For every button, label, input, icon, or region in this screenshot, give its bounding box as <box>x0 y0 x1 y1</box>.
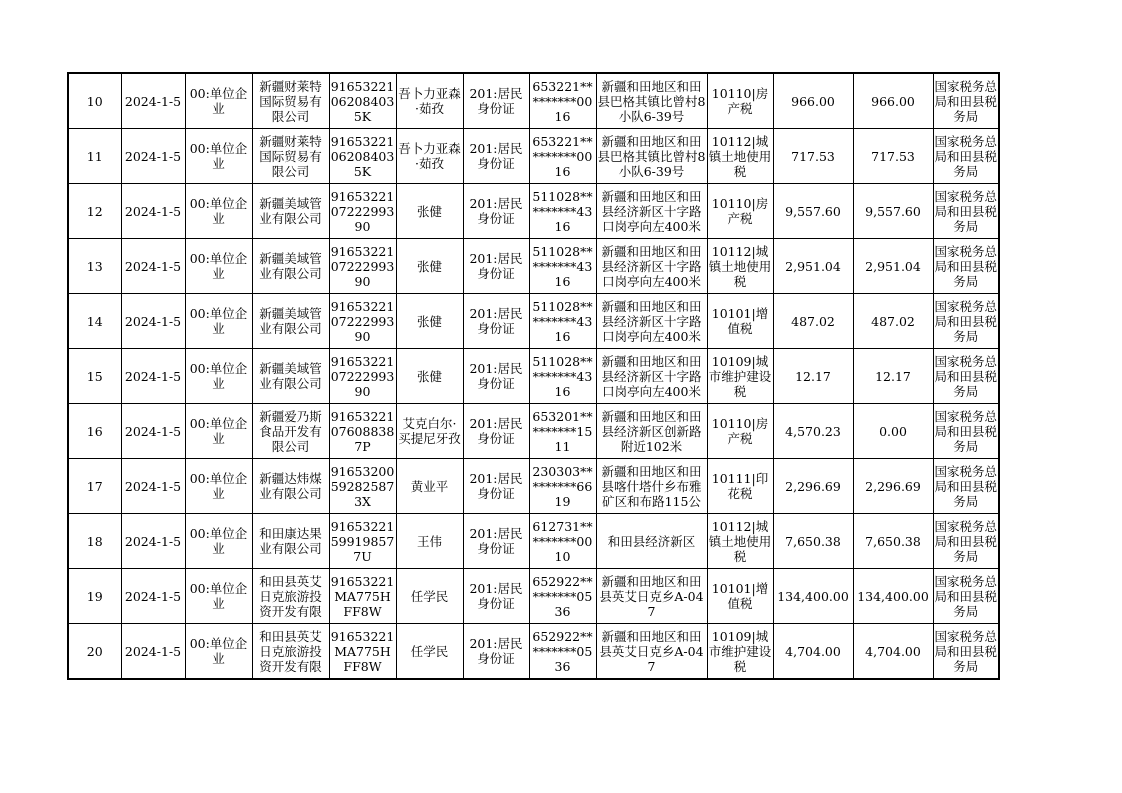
tax-due-amount-cell-text: 4,704.00 <box>785 643 841 659</box>
date-cell <box>121 404 185 459</box>
tax-authority-cell <box>933 294 999 349</box>
company-name-cell-text: 新疆美域管业有限公司 <box>259 361 322 391</box>
legal-representative-cell-text: 张健 <box>416 368 442 384</box>
tax-authority-cell-text: 国家税务总局和田县税务局 <box>934 518 997 564</box>
row-number-cell <box>68 349 121 404</box>
tax-due-amount-cell-text: 9,557.60 <box>785 203 841 219</box>
id-type-cell-text: 201:居民身份证 <box>469 416 523 446</box>
tax-authority-cell-text: 国家税务总局和田县税务局 <box>934 573 997 619</box>
row-number-cell <box>68 294 121 349</box>
credit-code-cell <box>329 184 396 239</box>
tax-authority-cell-text: 国家税务总局和田县税务局 <box>934 188 997 234</box>
date-cell-text: 2024-1-5 <box>124 478 182 494</box>
tax-due-amount-cell-text: 12.17 <box>795 368 831 384</box>
tax-item-cell-text: 10111|印花税 <box>711 471 769 501</box>
company-name-cell-text: 和田县英艾日克旅游投资开发有限 <box>259 628 322 674</box>
credit-code-cell <box>329 514 396 569</box>
address-cell <box>596 349 707 404</box>
address-cell <box>596 459 707 514</box>
tax-authority-cell-text: 国家税务总局和田县税务局 <box>934 628 997 674</box>
tax-records-table <box>67 72 1000 680</box>
taxpayer-type-cell <box>185 129 252 184</box>
company-name-cell-text: 新疆美域管业有限公司 <box>259 306 322 336</box>
credit-code-cell <box>329 459 396 514</box>
tax-authority-cell <box>933 404 999 459</box>
row-number-cell-text: 18 <box>86 533 103 549</box>
tax-item-cell <box>707 73 773 129</box>
credit-code-cell-text: 91653221062084035K <box>330 133 395 179</box>
id-number-cell <box>529 569 596 624</box>
date-cell <box>121 129 185 184</box>
id-type-cell-text: 201:居民身份证 <box>469 581 523 611</box>
taxpayer-type-cell <box>185 239 252 294</box>
taxpayer-type-cell-text: 00:单位企业 <box>189 471 248 501</box>
id-type-cell <box>463 624 529 680</box>
company-name-cell <box>252 514 329 569</box>
tax-owed-amount-cell-text: 4,704.00 <box>865 643 921 659</box>
legal-representative-cell <box>396 624 463 680</box>
date-cell-text: 2024-1-5 <box>124 203 182 219</box>
company-name-cell <box>252 404 329 459</box>
id-type-cell <box>463 459 529 514</box>
date-cell <box>121 349 185 404</box>
tax-authority-cell <box>933 569 999 624</box>
tax-item-cell-text: 10101|增值税 <box>711 581 769 611</box>
company-name-cell-text: 新疆达炜煤业有限公司 <box>259 471 322 501</box>
address-cell-text: 新疆和田地区和田县英艾日克乡A-047 <box>599 573 704 619</box>
company-name-cell <box>252 459 329 514</box>
row-number-cell <box>68 129 121 184</box>
id-type-cell-text: 201:居民身份证 <box>469 251 523 281</box>
date-cell-text: 2024-1-5 <box>124 588 182 604</box>
id-number-cell-text: 612731*********0010 <box>532 518 593 564</box>
id-number-cell-text: 653201*********1511 <box>532 408 593 454</box>
id-type-cell <box>463 514 529 569</box>
id-type-cell <box>463 239 529 294</box>
legal-representative-cell-text: 吾卜力亚森·茹孜 <box>398 141 461 171</box>
legal-representative-cell <box>396 569 463 624</box>
date-cell <box>121 624 185 680</box>
taxpayer-type-cell <box>185 514 252 569</box>
id-type-cell-text: 201:居民身份证 <box>469 86 523 116</box>
address-cell-text: 和田县经济新区 <box>607 533 696 549</box>
company-name-cell <box>252 129 329 184</box>
tax-owed-amount-cell-text: 0.00 <box>879 423 907 439</box>
credit-code-cell <box>329 404 396 459</box>
tax-due-amount-cell <box>773 349 853 404</box>
legal-representative-cell <box>396 294 463 349</box>
address-cell-text: 新疆和田地区和田县英艾日克乡A-047 <box>599 628 704 674</box>
company-name-cell-text: 新疆爱乃斯食品开发有限公司 <box>259 408 322 454</box>
row-number-cell-text: 11 <box>86 148 103 164</box>
tax-authority-cell <box>933 239 999 294</box>
date-cell-text: 2024-1-5 <box>124 533 182 549</box>
credit-code-cell-text: 916532210722299390 <box>330 298 395 344</box>
tax-authority-cell <box>933 349 999 404</box>
row-number-cell <box>68 514 121 569</box>
taxpayer-type-cell <box>185 184 252 239</box>
tax-item-cell <box>707 514 773 569</box>
taxpayer-type-cell-text: 00:单位企业 <box>189 196 248 226</box>
id-number-cell-text: 511028*********4316 <box>532 243 593 289</box>
credit-code-cell-text: 91653221MA775HFF8W <box>330 573 395 619</box>
tax-item-cell-text: 10109|城市维护建设税 <box>708 628 772 674</box>
id-number-cell-text: 652922*********0536 <box>532 628 593 674</box>
legal-representative-cell <box>396 404 463 459</box>
taxpayer-type-cell-text: 00:单位企业 <box>189 636 248 666</box>
id-type-cell <box>463 404 529 459</box>
id-number-cell <box>529 73 596 129</box>
id-type-cell <box>463 294 529 349</box>
date-cell-text: 2024-1-5 <box>124 313 182 329</box>
id-number-cell-text: 653221*********0016 <box>532 78 593 124</box>
row-number-cell <box>68 404 121 459</box>
tax-owed-amount-cell-text: 966.00 <box>871 93 915 109</box>
date-cell-text: 2024-1-5 <box>124 148 182 164</box>
table-row <box>68 624 999 680</box>
tax-authority-cell <box>933 459 999 514</box>
company-name-cell <box>252 349 329 404</box>
id-number-cell <box>529 624 596 680</box>
tax-item-cell <box>707 294 773 349</box>
tax-due-amount-cell <box>773 294 853 349</box>
tax-authority-cell <box>933 129 999 184</box>
legal-representative-cell <box>396 239 463 294</box>
taxpayer-type-cell <box>185 73 252 129</box>
tax-item-cell <box>707 624 773 680</box>
tax-authority-cell-text: 国家税务总局和田县税务局 <box>934 243 997 289</box>
credit-code-cell-text: 91653221062084035K <box>330 78 395 124</box>
address-cell-text: 新疆和田地区和田县喀什塔什乡布雅矿区和布路115公 <box>601 463 702 509</box>
id-type-cell <box>463 129 529 184</box>
legal-representative-cell-text: 黄业平 <box>410 478 449 494</box>
address-cell <box>596 239 707 294</box>
taxpayer-type-cell-text: 00:单位企业 <box>189 581 248 611</box>
tax-due-amount-cell-text: 966.00 <box>791 93 835 109</box>
id-type-cell-text: 201:居民身份证 <box>469 141 523 171</box>
tax-due-amount-cell-text: 4,570.23 <box>785 423 841 439</box>
legal-representative-cell <box>396 129 463 184</box>
credit-code-cell-text: 91653221076088387P <box>330 408 395 454</box>
tax-item-cell-text: 10112|城镇土地使用税 <box>708 518 772 564</box>
credit-code-cell <box>329 624 396 680</box>
tax-item-cell-text: 10110|房产税 <box>711 196 769 226</box>
credit-code-cell-text: 916532210722299390 <box>330 243 395 289</box>
id-number-cell <box>529 239 596 294</box>
legal-representative-cell <box>396 459 463 514</box>
tax-authority-cell-text: 国家税务总局和田县税务局 <box>934 133 997 179</box>
tax-owed-amount-cell-text: 9,557.60 <box>865 203 921 219</box>
id-number-cell-text: 511028*********4316 <box>532 188 593 234</box>
legal-representative-cell-text: 张健 <box>416 258 442 274</box>
taxpayer-type-cell <box>185 349 252 404</box>
legal-representative-cell-text: 任学民 <box>410 588 449 604</box>
tax-item-cell-text: 10110|房产税 <box>711 86 769 116</box>
id-number-cell-text: 230303*********6619 <box>532 463 593 509</box>
taxpayer-type-cell <box>185 404 252 459</box>
date-cell <box>121 294 185 349</box>
tax-due-amount-cell <box>773 239 853 294</box>
row-number-cell-text: 14 <box>86 313 103 329</box>
tax-due-amount-cell <box>773 514 853 569</box>
date-cell <box>121 569 185 624</box>
tax-owed-amount-cell <box>853 624 933 680</box>
row-number-cell <box>68 569 121 624</box>
tax-owed-amount-cell <box>853 73 933 129</box>
legal-representative-cell-text: 张健 <box>416 203 442 219</box>
tax-due-amount-cell-text: 2,296.69 <box>785 478 841 494</box>
credit-code-cell-text: 91653200592825873X <box>330 463 395 509</box>
legal-representative-cell <box>396 184 463 239</box>
address-cell <box>596 624 707 680</box>
taxpayer-type-cell-text: 00:单位企业 <box>189 361 248 391</box>
id-number-cell <box>529 514 596 569</box>
legal-representative-cell-text: 吾卜力亚森·茹孜 <box>398 86 461 116</box>
table-row <box>68 73 999 129</box>
tax-item-cell-text: 10110|房产税 <box>711 416 769 446</box>
address-cell <box>596 404 707 459</box>
tax-item-cell <box>707 184 773 239</box>
date-cell <box>121 514 185 569</box>
row-number-cell <box>68 459 121 514</box>
tax-due-amount-cell <box>773 184 853 239</box>
tax-authority-cell <box>933 624 999 680</box>
id-type-cell-text: 201:居民身份证 <box>469 636 523 666</box>
row-number-cell-text: 17 <box>86 478 103 494</box>
id-number-cell <box>529 294 596 349</box>
date-cell-text: 2024-1-5 <box>124 368 182 384</box>
company-name-cell <box>252 294 329 349</box>
tax-owed-amount-cell <box>853 294 933 349</box>
tax-authority-cell <box>933 184 999 239</box>
id-number-cell <box>529 404 596 459</box>
tax-due-amount-cell <box>773 73 853 129</box>
address-cell-text: 新疆和田地区和田县巴格其镇比曾村8小队6-39号 <box>597 78 706 124</box>
row-number-cell-text: 10 <box>86 93 103 109</box>
row-number-cell <box>68 73 121 129</box>
row-number-cell-text: 13 <box>86 258 103 274</box>
tax-item-cell <box>707 349 773 404</box>
id-type-cell <box>463 349 529 404</box>
tax-authority-cell-text: 国家税务总局和田县税务局 <box>934 463 997 509</box>
company-name-cell-text: 新疆财莱特国际贸易有限公司 <box>259 78 322 124</box>
legal-representative-cell <box>396 73 463 129</box>
date-cell-text: 2024-1-5 <box>124 643 182 659</box>
tax-owed-amount-cell-text: 12.17 <box>875 368 911 384</box>
tax-item-cell <box>707 404 773 459</box>
address-cell <box>596 294 707 349</box>
address-cell-text: 新疆和田地区和田县经济新区十字路口岗亭向左400米 <box>601 298 702 344</box>
legal-representative-cell-text: 艾克白尔·买提尼牙孜 <box>398 416 461 446</box>
credit-code-cell <box>329 239 396 294</box>
row-number-cell-text: 15 <box>86 368 103 384</box>
id-number-cell-text: 652922*********0536 <box>532 573 593 619</box>
address-cell <box>596 184 707 239</box>
id-number-cell-text: 511028*********4316 <box>532 298 593 344</box>
id-type-cell <box>463 184 529 239</box>
address-cell-text: 新疆和田地区和田县经济新区创新路附近102米 <box>601 408 702 454</box>
row-number-cell <box>68 239 121 294</box>
id-type-cell-text: 201:居民身份证 <box>469 471 523 501</box>
tax-item-cell-text: 10109|城市维护建设税 <box>708 353 772 399</box>
address-cell <box>596 514 707 569</box>
id-type-cell-text: 201:居民身份证 <box>469 361 523 391</box>
tax-item-cell-text: 10112|城镇土地使用税 <box>708 243 772 289</box>
tax-owed-amount-cell <box>853 404 933 459</box>
credit-code-cell <box>329 349 396 404</box>
credit-code-cell-text: 916532210722299390 <box>330 353 395 399</box>
taxpayer-type-cell-text: 00:单位企业 <box>189 416 248 446</box>
legal-representative-cell-text: 任学民 <box>410 643 449 659</box>
taxpayer-type-cell-text: 00:单位企业 <box>189 141 248 171</box>
tax-owed-amount-cell <box>853 184 933 239</box>
company-name-cell <box>252 624 329 680</box>
legal-representative-cell <box>396 349 463 404</box>
id-number-cell <box>529 349 596 404</box>
address-cell-text: 新疆和田地区和田县经济新区十字路口岗亭向左400米 <box>601 353 702 399</box>
tax-due-amount-cell-text: 2,951.04 <box>785 258 841 274</box>
row-number-cell-text: 16 <box>86 423 103 439</box>
company-name-cell-text: 和田康达果业有限公司 <box>259 526 322 556</box>
tax-due-amount-cell-text: 717.53 <box>791 148 835 164</box>
credit-code-cell-text: 91653221599198577U <box>330 518 395 564</box>
tax-owed-amount-cell-text: 7,650.38 <box>865 533 921 549</box>
date-cell <box>121 73 185 129</box>
taxpayer-type-cell <box>185 569 252 624</box>
id-type-cell-text: 201:居民身份证 <box>469 306 523 336</box>
company-name-cell-text: 和田县英艾日克旅游投资开发有限 <box>259 573 322 619</box>
tax-due-amount-cell <box>773 459 853 514</box>
tax-item-cell-text: 10101|增值税 <box>711 306 769 336</box>
date-cell-text: 2024-1-5 <box>124 258 182 274</box>
tax-item-cell <box>707 569 773 624</box>
address-cell-text: 新疆和田地区和田县巴格其镇比曾村8小队6-39号 <box>597 133 706 179</box>
company-name-cell <box>252 239 329 294</box>
id-number-cell <box>529 459 596 514</box>
table-row <box>68 184 999 239</box>
id-type-cell-text: 201:居民身份证 <box>469 526 523 556</box>
address-cell-text: 新疆和田地区和田县经济新区十字路口岗亭向左400米 <box>601 188 702 234</box>
date-cell <box>121 184 185 239</box>
tax-due-amount-cell <box>773 404 853 459</box>
tax-authority-cell <box>933 73 999 129</box>
tax-item-cell <box>707 459 773 514</box>
tax-owed-amount-cell <box>853 514 933 569</box>
tax-item-cell-text: 10112|城镇土地使用税 <box>708 133 772 179</box>
table-row <box>68 294 999 349</box>
table-body <box>68 73 999 679</box>
address-cell <box>596 73 707 129</box>
company-name-cell <box>252 569 329 624</box>
id-number-cell-text: 511028*********4316 <box>532 353 593 399</box>
table-row <box>68 514 999 569</box>
tax-owed-amount-cell <box>853 129 933 184</box>
company-name-cell-text: 新疆美域管业有限公司 <box>259 196 322 226</box>
row-number-cell <box>68 184 121 239</box>
tax-owed-amount-cell-text: 717.53 <box>871 148 915 164</box>
table-row <box>68 569 999 624</box>
taxpayer-type-cell <box>185 459 252 514</box>
tax-owed-amount-cell <box>853 459 933 514</box>
credit-code-cell <box>329 73 396 129</box>
company-name-cell-text: 新疆美域管业有限公司 <box>259 251 322 281</box>
address-cell <box>596 569 707 624</box>
date-cell <box>121 459 185 514</box>
tax-due-amount-cell <box>773 569 853 624</box>
tax-item-cell <box>707 239 773 294</box>
table-row <box>68 349 999 404</box>
credit-code-cell <box>329 569 396 624</box>
table-row <box>68 239 999 294</box>
company-name-cell <box>252 73 329 129</box>
table-row <box>68 404 999 459</box>
id-number-cell <box>529 184 596 239</box>
id-type-cell <box>463 73 529 129</box>
taxpayer-type-cell-text: 00:单位企业 <box>189 86 248 116</box>
credit-code-cell <box>329 129 396 184</box>
row-number-cell-text: 12 <box>86 203 103 219</box>
company-name-cell <box>252 184 329 239</box>
tax-item-cell <box>707 129 773 184</box>
tax-authority-cell-text: 国家税务总局和田县税务局 <box>934 298 997 344</box>
tax-owed-amount-cell-text: 134,400.00 <box>857 588 929 604</box>
row-number-cell-text: 20 <box>86 643 103 659</box>
address-cell <box>596 129 707 184</box>
tax-owed-amount-cell <box>853 239 933 294</box>
date-cell-text: 2024-1-5 <box>124 93 182 109</box>
id-number-cell-text: 653221*********0016 <box>532 133 593 179</box>
tax-owed-amount-cell <box>853 349 933 404</box>
tax-owed-amount-cell-text: 487.02 <box>871 313 915 329</box>
tax-due-amount-cell <box>773 624 853 680</box>
taxpayer-type-cell <box>185 624 252 680</box>
tax-due-amount-cell <box>773 129 853 184</box>
credit-code-cell <box>329 294 396 349</box>
date-cell <box>121 239 185 294</box>
tax-due-amount-cell-text: 134,400.00 <box>777 588 849 604</box>
row-number-cell <box>68 624 121 680</box>
tax-owed-amount-cell-text: 2,296.69 <box>865 478 921 494</box>
taxpayer-type-cell-text: 00:单位企业 <box>189 306 248 336</box>
tax-owed-amount-cell-text: 2,951.04 <box>865 258 921 274</box>
tax-authority-cell-text: 国家税务总局和田县税务局 <box>934 408 997 454</box>
taxpayer-type-cell-text: 00:单位企业 <box>189 526 248 556</box>
credit-code-cell-text: 916532210722299390 <box>330 188 395 234</box>
tax-owed-amount-cell <box>853 569 933 624</box>
tax-due-amount-cell-text: 487.02 <box>791 313 835 329</box>
company-name-cell-text: 新疆财莱特国际贸易有限公司 <box>259 133 322 179</box>
tax-authority-cell-text: 国家税务总局和田县税务局 <box>934 353 997 399</box>
tax-authority-cell-text: 国家税务总局和田县税务局 <box>934 78 997 124</box>
taxpayer-type-cell <box>185 294 252 349</box>
taxpayer-type-cell-text: 00:单位企业 <box>189 251 248 281</box>
id-type-cell-text: 201:居民身份证 <box>469 196 523 226</box>
legal-representative-cell-text: 张健 <box>416 313 442 329</box>
table-row <box>68 129 999 184</box>
tax-due-amount-cell-text: 7,650.38 <box>785 533 841 549</box>
table-row <box>68 459 999 514</box>
legal-representative-cell <box>396 514 463 569</box>
id-number-cell <box>529 129 596 184</box>
tax-authority-cell <box>933 514 999 569</box>
address-cell-text: 新疆和田地区和田县经济新区十字路口岗亭向左400米 <box>601 243 702 289</box>
row-number-cell-text: 19 <box>86 588 103 604</box>
date-cell-text: 2024-1-5 <box>124 423 182 439</box>
id-type-cell <box>463 569 529 624</box>
legal-representative-cell-text: 王伟 <box>416 533 442 549</box>
credit-code-cell-text: 91653221MA775HFF8W <box>330 628 395 674</box>
